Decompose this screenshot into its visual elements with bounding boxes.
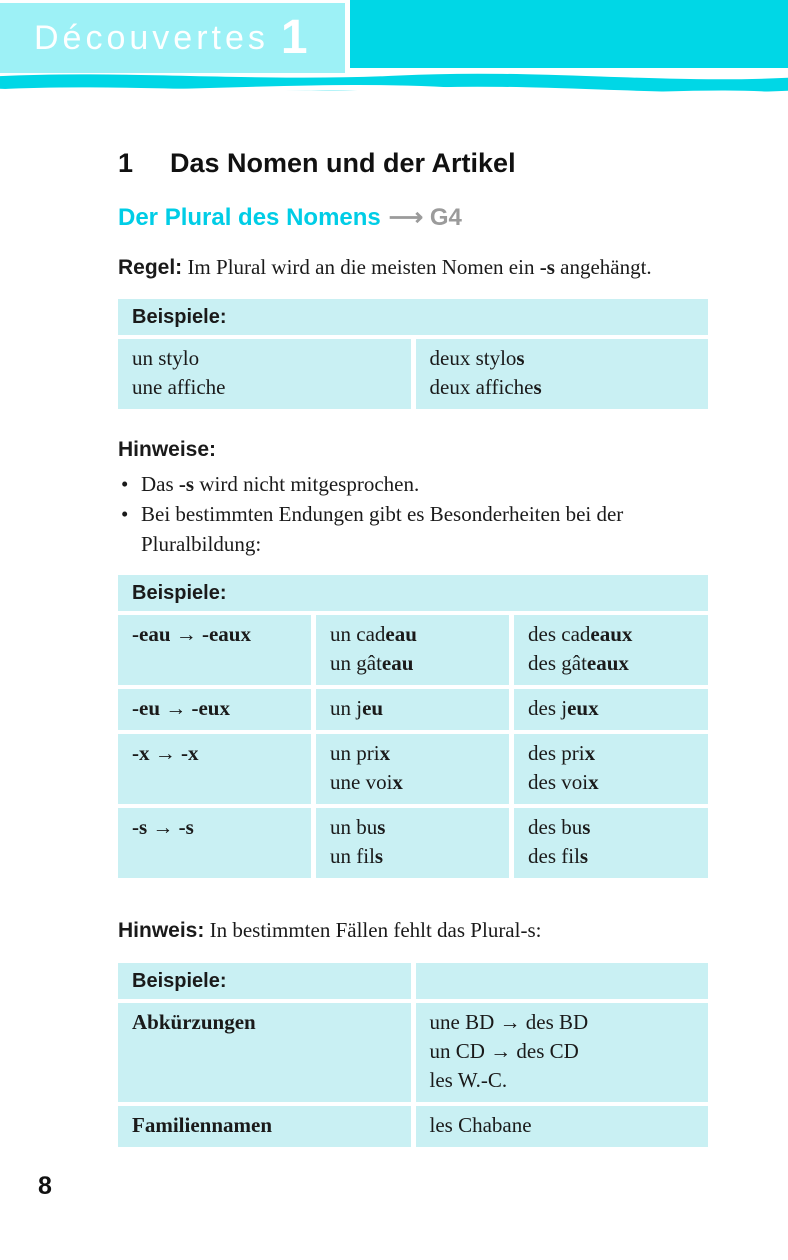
table-header-cell-empty [416,963,709,999]
table-cell-rule: -s → -s [118,808,311,878]
examples-table-no-plural-s [118,963,708,1147]
rule-label: Regel: [118,256,183,279]
table-cell-examples: les Chabane [416,1106,709,1147]
grammar-reference [389,204,462,231]
table-cell-plural: des cadeaux des gâteaux [514,615,708,685]
hint-label: Hinweis: [118,919,205,942]
notes-heading [118,434,708,465]
hint-text: In bestimmten Fällen fehlt das Plural-s: [204,918,542,942]
table-cell-examples: une BD → des BD un CD → des CD les W.-C. [416,1003,709,1102]
table-cell-singular: un stylo une affiche [118,339,411,409]
note-item: • Bei bestimmten Endungen gibt es Besonderheiten bei der Pluralbildung: [118,499,708,559]
chapter-title: Das Nomen und der Artikel [170,148,516,178]
table-cell-singular: un bus un fils [316,808,509,878]
content-column [118,0,708,1147]
table-cell-plural: des prix des voix [514,734,708,804]
notes-list [118,469,708,559]
table-cell-plural: deux stylos deux affiches [416,339,709,409]
brand-number: 1 [280,11,308,64]
examples-table-endings [118,575,708,878]
section-title: Der Plural des Nomens [118,204,381,231]
chapter-heading [118,146,708,180]
table-cell-singular: un cadeau un gâteau [316,615,509,685]
chapter-number: 1 [118,148,134,178]
table-cell-singular: un jeu [316,689,509,730]
section-heading [118,203,708,233]
rule-text: Im Plural wird an die meisten Nomen ein -s angehängt. [182,255,652,279]
table-cell-category: Familiennamen [118,1106,411,1147]
table-header-cell: Beispiele: [118,575,708,611]
table-cell-plural: des bus des fils [514,808,708,878]
brand-title: Découvertes [34,18,269,57]
table-cell-category: Abkürzungen [118,1003,411,1102]
arrow-icon: ⟶ [388,204,424,231]
examples-table-plural-s [118,299,708,409]
notes-label: Hinweise: [118,438,217,461]
table-cell-rule: -x → -x [118,734,311,804]
table-cell-rule: -eu → -eux [118,689,311,730]
table-header-cell: Beispiele: [118,299,708,335]
table-cell-singular: un prix une voix [316,734,509,804]
table-cell-plural: des jeux [514,689,708,730]
page-number: 8 [38,1172,52,1200]
table-header-cell: Beispiele: [118,963,411,999]
rule-paragraph [118,252,708,283]
table-cell-rule: -eau → -eaux [118,615,311,685]
grammar-reference-code: G4 [429,204,462,231]
hint-paragraph [118,915,708,946]
note-item: • Das -s wird nicht mitgesprochen. [118,469,708,499]
